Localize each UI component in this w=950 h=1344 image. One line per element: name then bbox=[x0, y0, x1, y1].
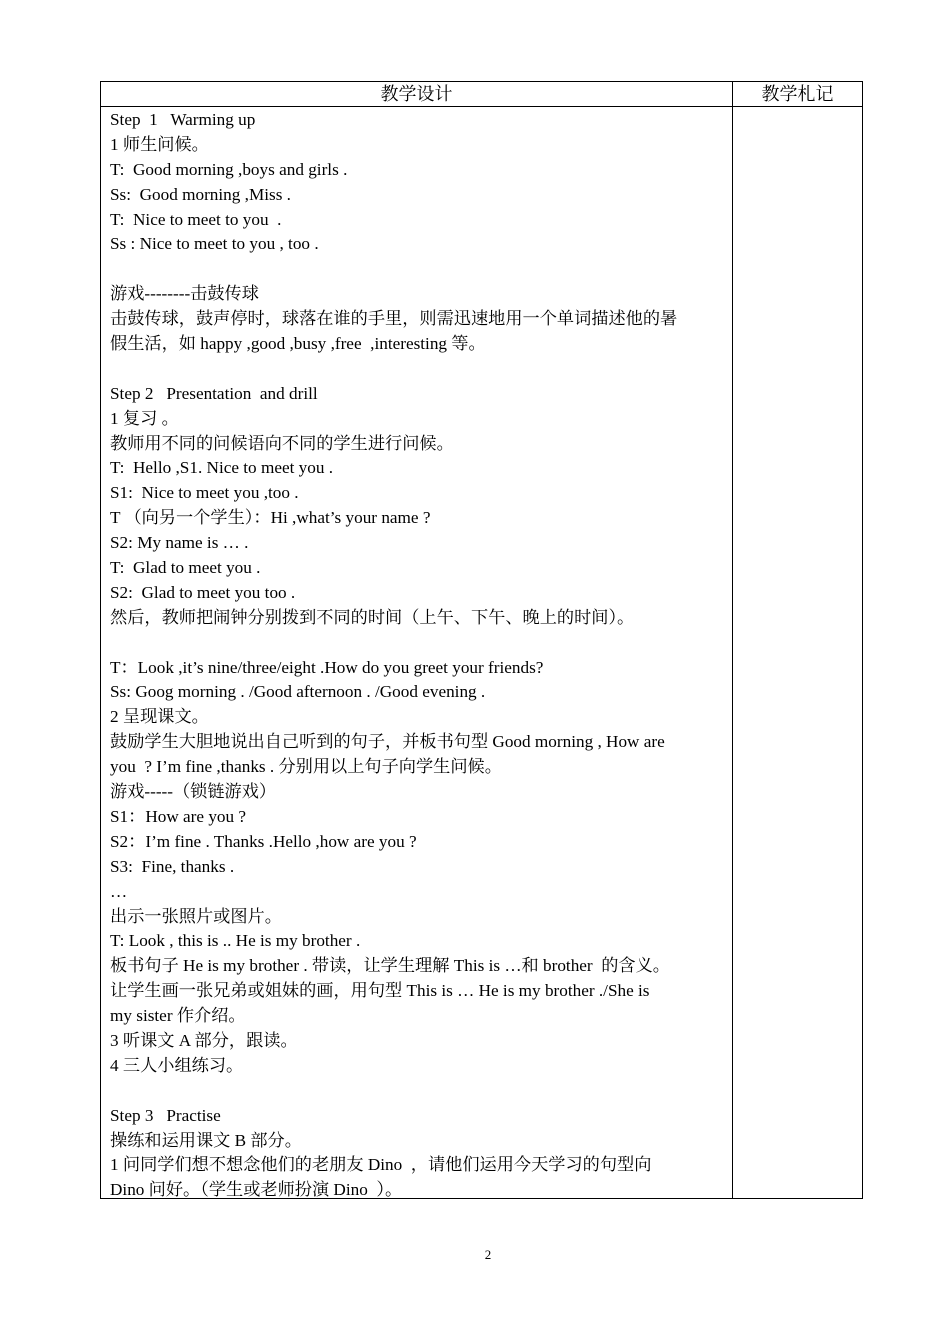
text-line: 操练和运用课文 B 部分。 bbox=[110, 1130, 302, 1150]
text-line: 游戏-----（锁链游戏） bbox=[110, 782, 277, 802]
lesson-plan-sheet bbox=[100, 81, 862, 1199]
header-teaching-notes: 教学札记 bbox=[733, 82, 863, 107]
text-line: S1：How are you ? bbox=[110, 806, 247, 826]
text-line: S3: Fine, thanks . bbox=[110, 856, 235, 876]
text-line: T: Nice to meet to you . bbox=[110, 209, 282, 229]
text-line: you ? I’m fine ,thanks . 分别用以上句子向学生问候。 bbox=[110, 757, 502, 777]
blank-line bbox=[110, 257, 724, 282]
page-number: 2 bbox=[484, 1247, 492, 1262]
table-body-row bbox=[101, 107, 863, 1199]
text-line: T: Glad to meet you . bbox=[110, 558, 261, 578]
teaching-design-content bbox=[101, 107, 732, 1198]
text-line: 鼓励学生大胆地说出自己听到的句子，并板书句型 Good morning , How are bbox=[110, 732, 665, 752]
text-line: 板书句子 He is my brother . 带读，让学生理解 This is …和 brother 的含义。 bbox=[110, 956, 670, 976]
blank-line bbox=[110, 631, 724, 656]
text-line: Ss: Goog morning . /Good afternoon . /Good evening . bbox=[110, 682, 486, 702]
text-line: T: Hello ,S1. Nice to meet you . bbox=[110, 458, 334, 478]
text-line: 1 问同学们想不想念他们的老朋友 Dino ，请他们运用今天学习的句型向 bbox=[110, 1155, 652, 1175]
text-line: T: Look , this is .. He is my brother . bbox=[110, 931, 361, 951]
text-line: 4 三人小组练习。 bbox=[110, 1055, 244, 1075]
text-line: 假生活，如 happy ,good ,busy ,free ,interesting 等。 bbox=[110, 334, 486, 354]
table-header-row bbox=[101, 82, 863, 107]
text-line: 1 复习 。 bbox=[110, 408, 179, 428]
text-line: S2: Glad to meet you too . bbox=[110, 582, 296, 602]
text-line: 游戏--------击鼓传球 bbox=[110, 284, 259, 304]
text-line: 2 呈现课文。 bbox=[110, 707, 209, 727]
text-line: Step 1 Warming up bbox=[110, 110, 256, 129]
text-line: 1 师生问候。 bbox=[110, 134, 209, 154]
lesson-plan-table bbox=[100, 81, 863, 1199]
text-line: Ss: Good morning ,Miss . bbox=[110, 184, 291, 204]
text-line: T: Good morning ,boys and girls . bbox=[110, 159, 348, 179]
text-line: T：Look ,it’s nine/three/eight .How do you greet your friends? bbox=[110, 657, 544, 677]
text-line: … bbox=[110, 881, 128, 901]
text-line: 让学生画一张兄弟或姐妹的画，用句型 This is … He is my brother ./She is bbox=[110, 981, 650, 1001]
text-line: 然后，教师把闹钟分别拨到不同的时间（上午、下午、晚上的时间）。 bbox=[110, 607, 635, 627]
text-line: Step 3 Practise bbox=[110, 1105, 221, 1125]
text-line: Dino 问好。（学生或老师扮演 Dino ）。 bbox=[110, 1180, 403, 1200]
text-line: Step 2 Presentation and drill bbox=[110, 383, 318, 403]
blank-line bbox=[110, 1079, 724, 1104]
text-line: Ss : Nice to meet to you , too . bbox=[110, 234, 319, 254]
teaching-notes-cell bbox=[733, 107, 863, 1199]
text-line: S2: My name is … . bbox=[110, 533, 249, 553]
text-line: T （向另一个学生）：Hi ,what’s your name ? bbox=[110, 508, 431, 528]
text-line: 3 听课文 A 部分，跟读。 bbox=[110, 1030, 298, 1050]
blank-line bbox=[110, 357, 724, 382]
text-line: 击鼓传球，鼓声停时，球落在谁的手里，则需迅速地用一个单词描述他的暑 bbox=[110, 309, 678, 329]
text-line: my sister 作介绍。 bbox=[110, 1006, 246, 1026]
teaching-design-cell bbox=[101, 107, 733, 1199]
text-line: 教师用不同的问候语向不同的学生进行问候。 bbox=[110, 433, 454, 453]
text-line: S1: Nice to meet you ,too . bbox=[110, 483, 299, 503]
header-teaching-design: 教学设计 bbox=[101, 82, 733, 107]
text-line: 出示一张照片或图片。 bbox=[110, 906, 282, 926]
text-line: S2：I’m fine . Thanks .Hello ,how are you ? bbox=[110, 831, 417, 851]
